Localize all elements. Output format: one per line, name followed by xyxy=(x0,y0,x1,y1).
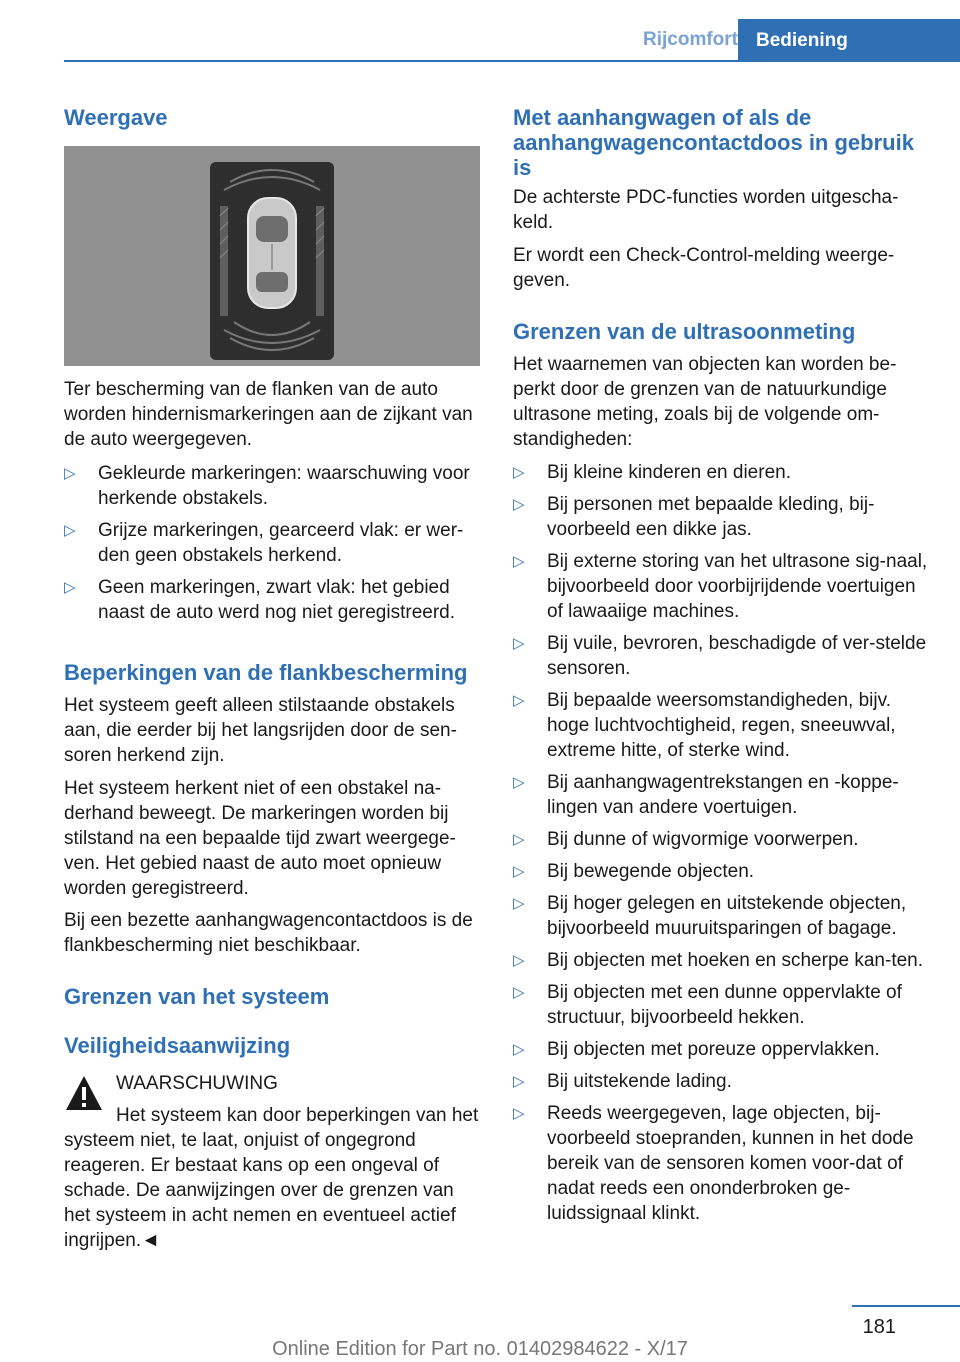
page-header xyxy=(64,0,960,62)
warning-text: Het systeem kan door beperkingen van het systeem niet, te laat, onjuist of ongegrond reageren. Er bestaat kans op een ongeval of schade. De aanwijzingen over de grenzen van het systeem in acht nemen en eventueel actief ingrijpen.◄ xyxy=(64,1105,479,1251)
paragraph-pdc: De achterste PDC-functies worden uitgescha-keld. xyxy=(513,187,899,233)
heading-aanhangwagen: Met aanhangwagen of als de aanhangwagencontactdoos in gebruik is xyxy=(513,105,914,180)
pdc-display-illustration xyxy=(64,146,480,366)
page-number: 181 xyxy=(862,1316,896,1338)
triangle-bullet-icon: ▷ xyxy=(513,692,525,709)
list-item: ▷ Reeds weergegeven, lage objecten, bij-voorbeeld stoepranden, kunnen in het dode bereik van de sensoren komen voor-dat of nadat reeds een ononderbroken ge-luidssignaal klinkt. xyxy=(513,1103,914,1224)
list-item: ▷ Bij vuile, bevroren, beschadigde of ver-stelde sensoren. xyxy=(513,633,927,679)
list-item: ▷ Geen markeringen, zwart vlak: het gebied naast de auto werd nog niet geregistreerd. xyxy=(64,577,456,623)
list-item: ▷ Bij objecten met poreuze oppervlakken. xyxy=(513,1039,880,1060)
marker-list xyxy=(64,461,480,632)
triangle-bullet-icon: ▷ xyxy=(513,895,525,912)
list-item: ▷ Bij externe storing van het ultrasone sig-naal, bijvoorbeeld door voorbijrijdende voertuigen of lawaaiige machines. xyxy=(513,551,928,622)
triangle-bullet-icon: ▷ xyxy=(513,774,525,791)
list-item: ▷ Gekleurde markeringen: waarschuwing voor herkende obstakels. xyxy=(64,463,470,509)
footer-rule xyxy=(852,1305,960,1307)
heading-beperkingen: Beperkingen van de flankbescherming xyxy=(64,660,468,685)
triangle-bullet-icon: ▷ xyxy=(513,553,525,570)
triangle-bullet-icon: ▷ xyxy=(513,952,525,969)
triangle-bullet-icon: ▷ xyxy=(64,465,76,482)
list-item: ▷ Bij kleine kinderen en dieren. xyxy=(513,462,791,483)
triangle-bullet-icon: ▷ xyxy=(513,1041,525,1058)
paragraph-ultrasoonmeting: Het waarnemen van objecten kan worden be-perkt door de grenzen van de natuurkundige ultrasone meting, zoals bij de volgende om-standigheden: xyxy=(513,354,897,450)
list-item: ▷ Grijze markeringen, gearceerd vlak: er wer-den geen obstakels herkend. xyxy=(64,520,464,566)
triangle-bullet-icon: ▷ xyxy=(513,831,525,848)
heading-veiligheidsaanwijzing: Veiligheidsaanwijzing xyxy=(64,1033,291,1058)
list-item: ▷ Bij bepaalde weersomstandigheden, bijv. hoge luchtvochtigheid, regen, sneeuwval, extreme hitte, of sterke wind. xyxy=(513,690,896,761)
list-item: ▷ Bij hoger gelegen en uitstekende objecten, bijvoorbeeld muuruitsparingen of bagage. xyxy=(513,893,907,939)
triangle-bullet-icon: ▷ xyxy=(513,984,525,1001)
triangle-bullet-icon: ▷ xyxy=(513,464,525,481)
intro-paragraph: Ter bescherming van de flanken van de auto worden hindernismarkeringen aan de zijkant van de auto weergegeven. xyxy=(64,379,473,450)
conditions-list xyxy=(513,460,928,1233)
triangle-bullet-icon: ▷ xyxy=(513,863,525,880)
edition-footer: Online Edition for Part no. 01402984622 - X/17 xyxy=(272,1338,688,1360)
list-item: ▷ Bij personen met bepaalde kleding, bij-voorbeeld een dikke jas. xyxy=(513,494,875,540)
warning-title: WAARSCHUWING xyxy=(116,1073,278,1094)
triangle-bullet-icon: ▷ xyxy=(513,496,525,513)
triangle-bullet-icon: ▷ xyxy=(64,522,76,539)
paragraph-beperkingen-3: Bij een bezette aanhangwagencontactdoos is de flankbescherming niet beschikbaar. xyxy=(64,910,473,956)
heading-weergave: Weergave xyxy=(64,105,168,130)
list-item: ▷ Bij objecten met een dunne oppervlakte of structuur, bijvoorbeeld hekken. xyxy=(513,982,902,1028)
pdc-side-view-figure xyxy=(64,146,480,366)
paragraph-check-control: Er wordt een Check-Control-melding weerge-geven. xyxy=(513,245,895,291)
list-item: ▷ Bij objecten met hoeken en scherpe kan-ten. xyxy=(513,950,924,971)
paragraph-beperkingen-2: Het systeem herkent niet of een obstakel na-derhand beweegt. De markeringen worden bij stilstand na een bepaalde tijd zwart weergege-ven. Het gebied naast de auto moet opnieuw worden geregistreerd. xyxy=(64,778,456,899)
paragraph-beperkingen-1: Het systeem geeft alleen stilstaande obstakels aan, die eerder bij het langsrijden door de sen-soren herkend zijn. xyxy=(64,695,457,766)
section-tab-rijcomfort[interactable]: Rijcomfort xyxy=(643,29,738,50)
list-item: ▷ Bij aanhangwagentrekstangen en -koppe-lingen van andere voertuigen. xyxy=(513,772,899,818)
triangle-bullet-icon: ▷ xyxy=(513,635,525,652)
list-item: ▷ Bij bewegende objecten. xyxy=(513,861,755,882)
triangle-bullet-icon: ▷ xyxy=(513,1073,525,1090)
header-rule xyxy=(64,60,960,62)
list-item: ▷ Bij uitstekende lading. xyxy=(513,1071,732,1092)
heading-ultrasoonmeting: Grenzen van de ultrasoonmeting xyxy=(513,319,856,344)
section-tab-bediening[interactable]: Bediening xyxy=(738,19,960,62)
list-item: ▷ Bij dunne of wigvormige voorwerpen. xyxy=(513,829,859,850)
triangle-bullet-icon: ▷ xyxy=(513,1105,525,1122)
heading-grenzen-systeem: Grenzen van het systeem xyxy=(64,984,330,1009)
triangle-bullet-icon: ▷ xyxy=(64,579,76,596)
